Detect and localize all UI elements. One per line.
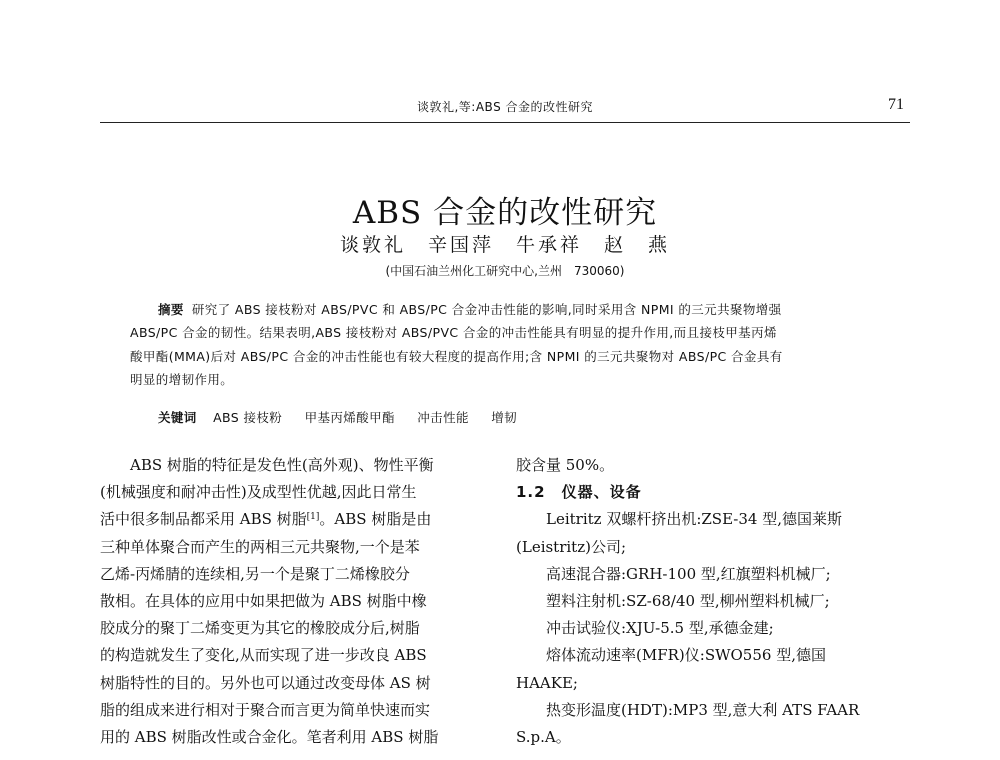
body-line: (Leistritz)公司;	[516, 537, 627, 556]
body-text: 。ABS 树脂是由	[319, 510, 432, 529]
keyword: 甲基丙烯酸甲酯	[304, 410, 395, 425]
equipment-item: 冲击试验仪:XJU-5.5 型,承德金建;	[546, 619, 774, 638]
abstract-text: 研究了 ABS 接枝粉对 ABS/PVC 和 ABS/PC 合金冲击性能的影响,同时采用含 NPMI 的三元共聚物增强	[191, 302, 782, 317]
paper-title: ABS 合金的改性研究	[352, 194, 658, 231]
citation-ref[interactable]: [1]	[306, 512, 320, 523]
abstract-label: 摘要	[158, 302, 184, 317]
running-title: 谈敦礼,等:ABS 合金的改性研究	[416, 100, 594, 114]
author-list: 谈敦礼 辛国萍 牛承祥 赵 燕	[339, 234, 670, 256]
body-line: ABS 树脂的特征是发色性(高外观)、物性平衡	[130, 456, 434, 474]
right-column	[516, 452, 910, 751]
body-line: 胶成分的聚丁二烯变更为其它的橡胶成分后,树脂	[100, 619, 420, 638]
body-line: (机械强度和耐冲击性)及成型性优越,因此日常生	[100, 483, 417, 502]
abstract-line: 酸甲酯(MMA)后对 ABS/PC 合金的冲击性能也有较大程度的提高作用;含 NPMI 的三元共聚物对 ABS/PC 合金具有	[130, 348, 783, 364]
keywords	[158, 408, 535, 426]
body-line	[100, 506, 488, 533]
equipment-item: 熔体流动速率(MFR)仪:SWO556 型,德国	[546, 646, 826, 665]
equipment-item: 高速混合器:GRH-100 型,红旗塑料机械厂;	[546, 564, 831, 583]
equipment-item: 塑料注射机:SZ-68/40 型,柳州塑料机械厂;	[546, 591, 830, 610]
body-line: 树脂特性的目的。另外也可以通过改变母体 AS 树	[100, 673, 431, 692]
keywords-label: 关键词	[158, 410, 197, 425]
abstract	[130, 298, 872, 391]
equipment-item: 热变形温度(HDT):MP3 型,意大利 ATS FAAR	[546, 700, 860, 719]
body-text: 活中很多制品都采用 ABS 树脂	[100, 510, 307, 529]
body-line: 脂的组成来进行相对于聚合而言更为简单快速而实	[100, 700, 431, 719]
running-head	[100, 96, 910, 118]
body-line: 散相。在具体的应用中如果把做为 ABS 树脂中橡	[100, 591, 427, 610]
keyword: 增韧	[491, 410, 518, 425]
body-line: 三种单体聚合而产生的两相三元共聚物,一个是苯	[100, 537, 420, 556]
body-line: S.p.A。	[516, 727, 571, 746]
body-line: 的构造就发生了变化,从而实现了进一步改良 ABS	[100, 646, 427, 665]
body-line: HAAKE;	[516, 673, 578, 692]
affiliation: (中国石油兰州化工研究中心,兰州 730060)	[385, 264, 625, 278]
keyword: 冲击性能	[417, 410, 469, 425]
abstract-line: ABS/PC 合金的韧性。结果表明,ABS 接枝粉对 ABS/PVC 合金的冲击性能具有明显的提升作用,而且接枝甲基丙烯	[130, 325, 777, 341]
page-number: 71	[888, 96, 904, 113]
body-line: 乙烯-丙烯腈的连续相,另一个是聚丁二烯橡胶分	[100, 564, 410, 583]
abstract-line: 明显的增韧作用。	[130, 371, 234, 387]
equipment-item: Leitritz 双螺杆挤出机:ZSE-34 型,德国莱斯	[546, 510, 843, 529]
body-line: 胶含量 50%。	[516, 456, 615, 474]
keyword: ABS 接枝粉	[213, 410, 283, 425]
left-column	[100, 452, 488, 751]
header-rule	[100, 122, 910, 123]
section-heading: 1.2 仪器、设备	[516, 483, 642, 502]
abstract-line	[130, 298, 872, 321]
body-line: 用的 ABS 树脂改性或合金化。笔者利用 ABS 树脂	[100, 727, 439, 746]
